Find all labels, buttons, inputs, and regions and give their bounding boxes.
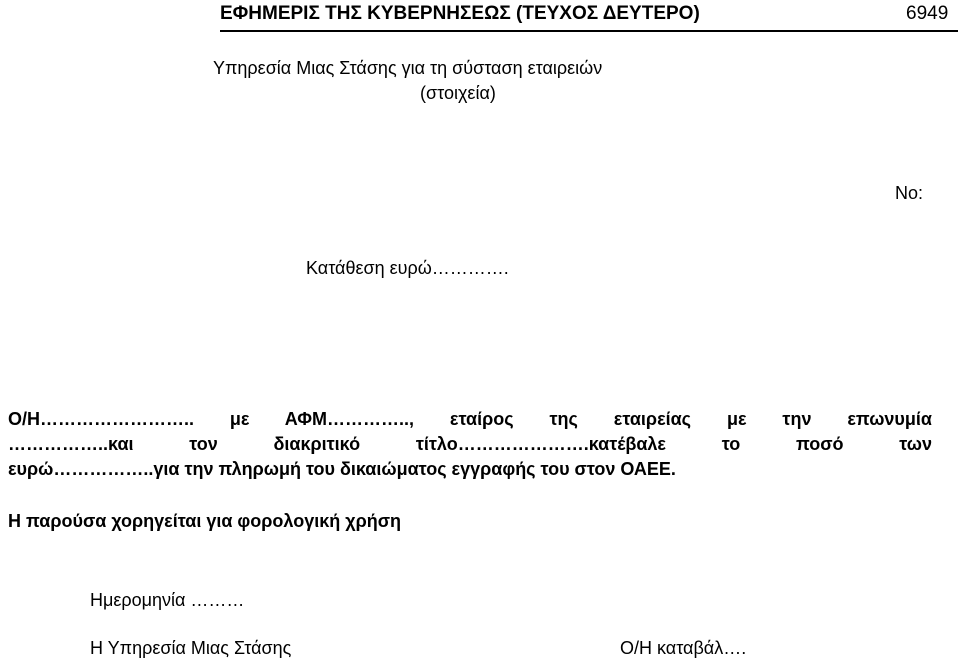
gazette-header-title: ΕΦΗΜΕΡΙΣ ΤΗΣ ΚΥΒΕΡΝΗΣΕΩΣ (ΤΕΥΧΟΣ ΔΕΥΤΕΡΟ)	[220, 3, 700, 24]
signature-service-label: Η Υπηρεσία Μιας Στάσης	[90, 638, 292, 658]
paragraph-line: Ο/Η…………………….. με ΑΦΜ………….., εταίρος της εταιρείας με την επωνυμία	[8, 409, 932, 429]
receipt-paragraph	[8, 407, 932, 482]
signature-payer-label: Ο/Η καταβάλ….	[620, 638, 747, 658]
header-divider	[220, 30, 958, 32]
deposit-amount-line: Κατάθεση ευρώ………….	[306, 258, 509, 278]
document-heading: Υπηρεσία Μιας Στάσης για τη σύσταση εταιρειών	[213, 58, 603, 78]
tax-use-note: Η παρούσα χορηγείται για φορολογική χρήση	[8, 511, 402, 531]
page-number: 6949	[906, 3, 949, 24]
document-subheading: (στοιχεία)	[420, 83, 496, 103]
receipt-number-label: Νο:	[895, 183, 924, 203]
paragraph-line: ……………..και τον διακριτικό τίτλο………………….κατέβαλε το ποσό των	[8, 434, 932, 454]
date-field-line: Ημερομηνία ………	[90, 590, 245, 610]
paragraph-line: ευρώ……………..για την πληρωμή του δικαιώματος εγγραφής του στον ΟΑΕΕ.	[8, 459, 676, 479]
